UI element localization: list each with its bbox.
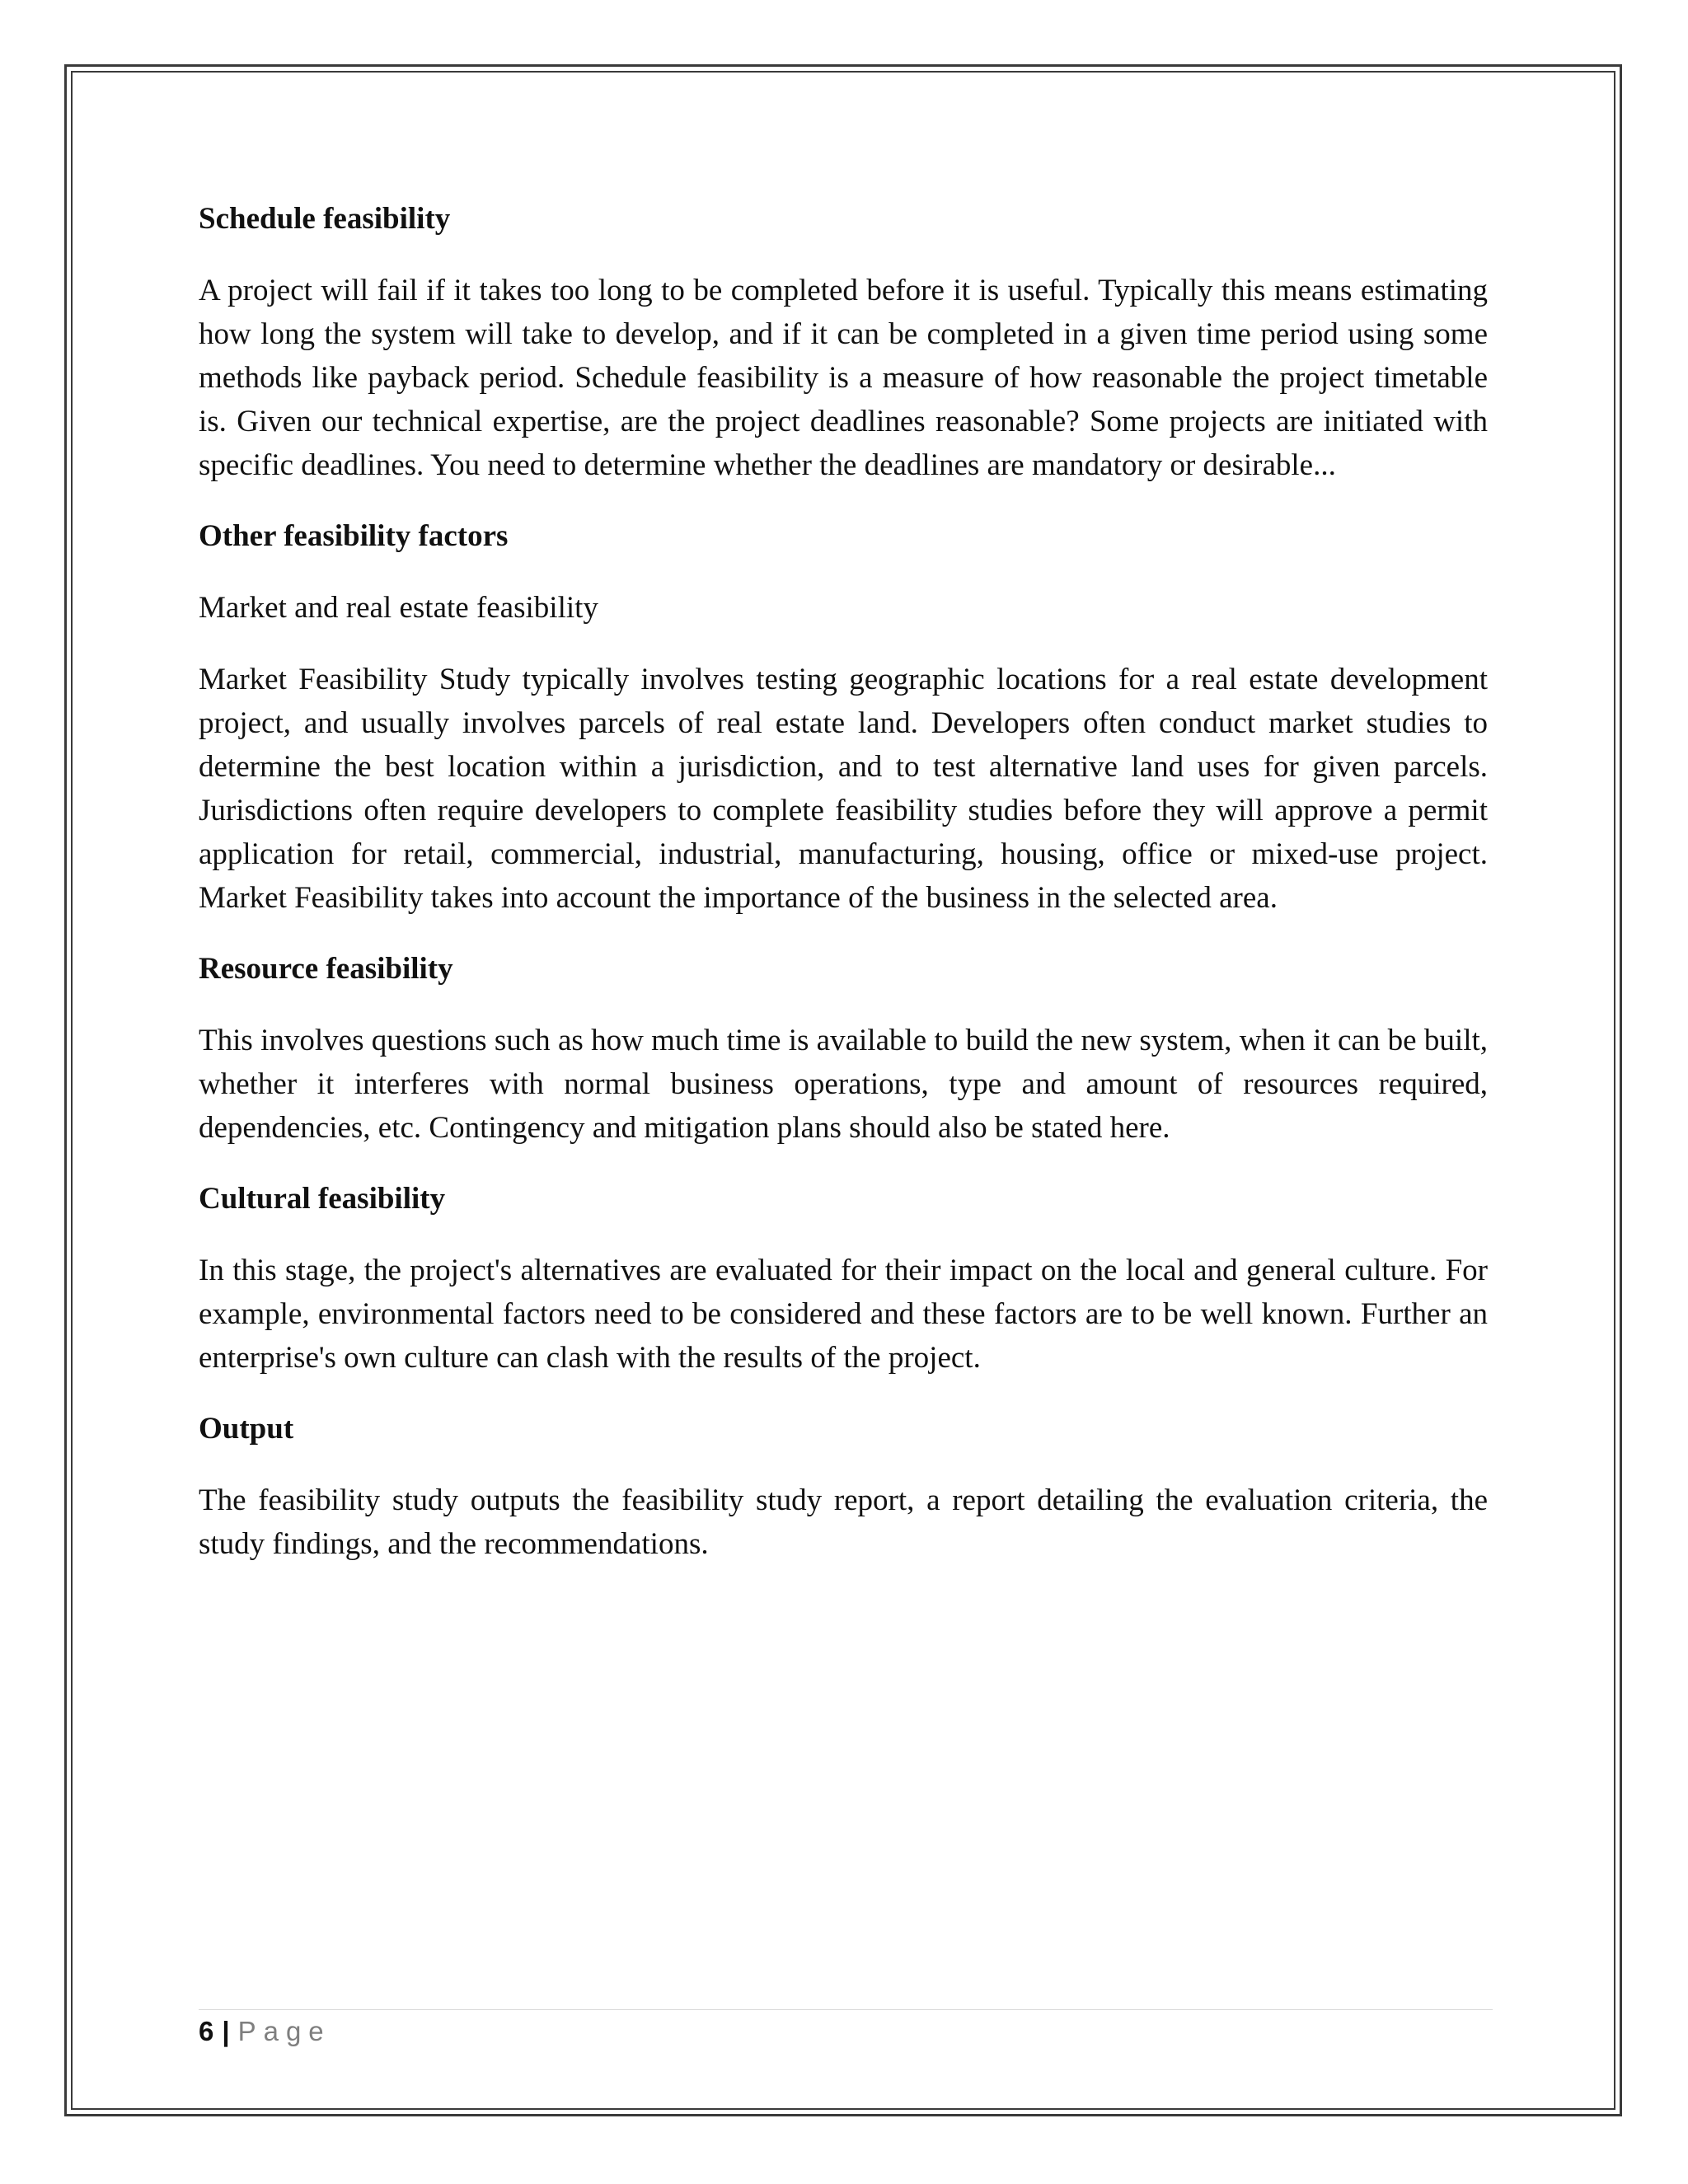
- page-label: Page: [237, 2016, 331, 2046]
- page-footer: [199, 2011, 331, 2052]
- section-cultural-feasibility: [199, 1178, 1488, 1380]
- section-paragraph: Market Feasibility Study typically involves testing geographic locations for a real estate development project, and usually involves parcels of real estate land. Developers often conduct market studies to determine the best location within a jurisdiction, and to test alternative land uses for given parcels. Jurisdictions often require developers to complete feasibility studies before they will approve a permit application for retail, commercial, industrial, manufacturing, housing, office or mixed-use project. Market Feasibility takes into account the importance of the business in the selected area.: [199, 663, 1488, 915]
- footer-separator: |: [222, 2016, 230, 2046]
- page-number: 6: [199, 2016, 214, 2046]
- section-heading: Schedule feasibility: [199, 202, 451, 236]
- section-subtitle: Market and real estate feasibility: [199, 591, 598, 625]
- section-heading: Cultural feasibility: [199, 1182, 446, 1216]
- footer-divider: [199, 2009, 1493, 2010]
- section-heading: Other feasibility factors: [199, 519, 509, 553]
- section-heading: Resource feasibility: [199, 952, 453, 986]
- section-paragraph: The feasibility study outputs the feasibility study report, a report detailing the evaluation criteria, the study findings, and the recommendations.: [199, 1483, 1488, 1561]
- section-resource-feasibility: [199, 948, 1488, 1150]
- section-paragraph: In this stage, the project's alternatives are evaluated for their impact on the local and general culture. For example, environmental factors need to be considered and these factors are to be well known. Further an enterprise's own culture can clash with the results of the project.: [199, 1254, 1488, 1375]
- section-heading: Output: [199, 1412, 294, 1446]
- section-output: [199, 1408, 1488, 1566]
- section-paragraph: A project will fail if it takes too long to be completed before it is useful. Typically this means estimating how long the system will take to develop, and if it can be completed in a given time period using some methods like payback period. Schedule feasibility is a measure of how reasonable the project timetable is. Given our technical expertise, are the project deadlines reasonable? Some projects are initiated with specific deadlines. You need to determine whether the deadlines are mandatory or desirable...: [199, 274, 1488, 482]
- section-paragraph: This involves questions such as how much time is available to build the new system, when it can be built, whether it interferes with normal business operations, type and amount of resources required, dependencies, etc. Contingency and mitigation plans should also be stated here.: [199, 1024, 1488, 1145]
- section-other-feasibility-factors: [199, 515, 1488, 920]
- document-body: [199, 198, 1488, 1594]
- section-schedule-feasibility: [199, 198, 1488, 487]
